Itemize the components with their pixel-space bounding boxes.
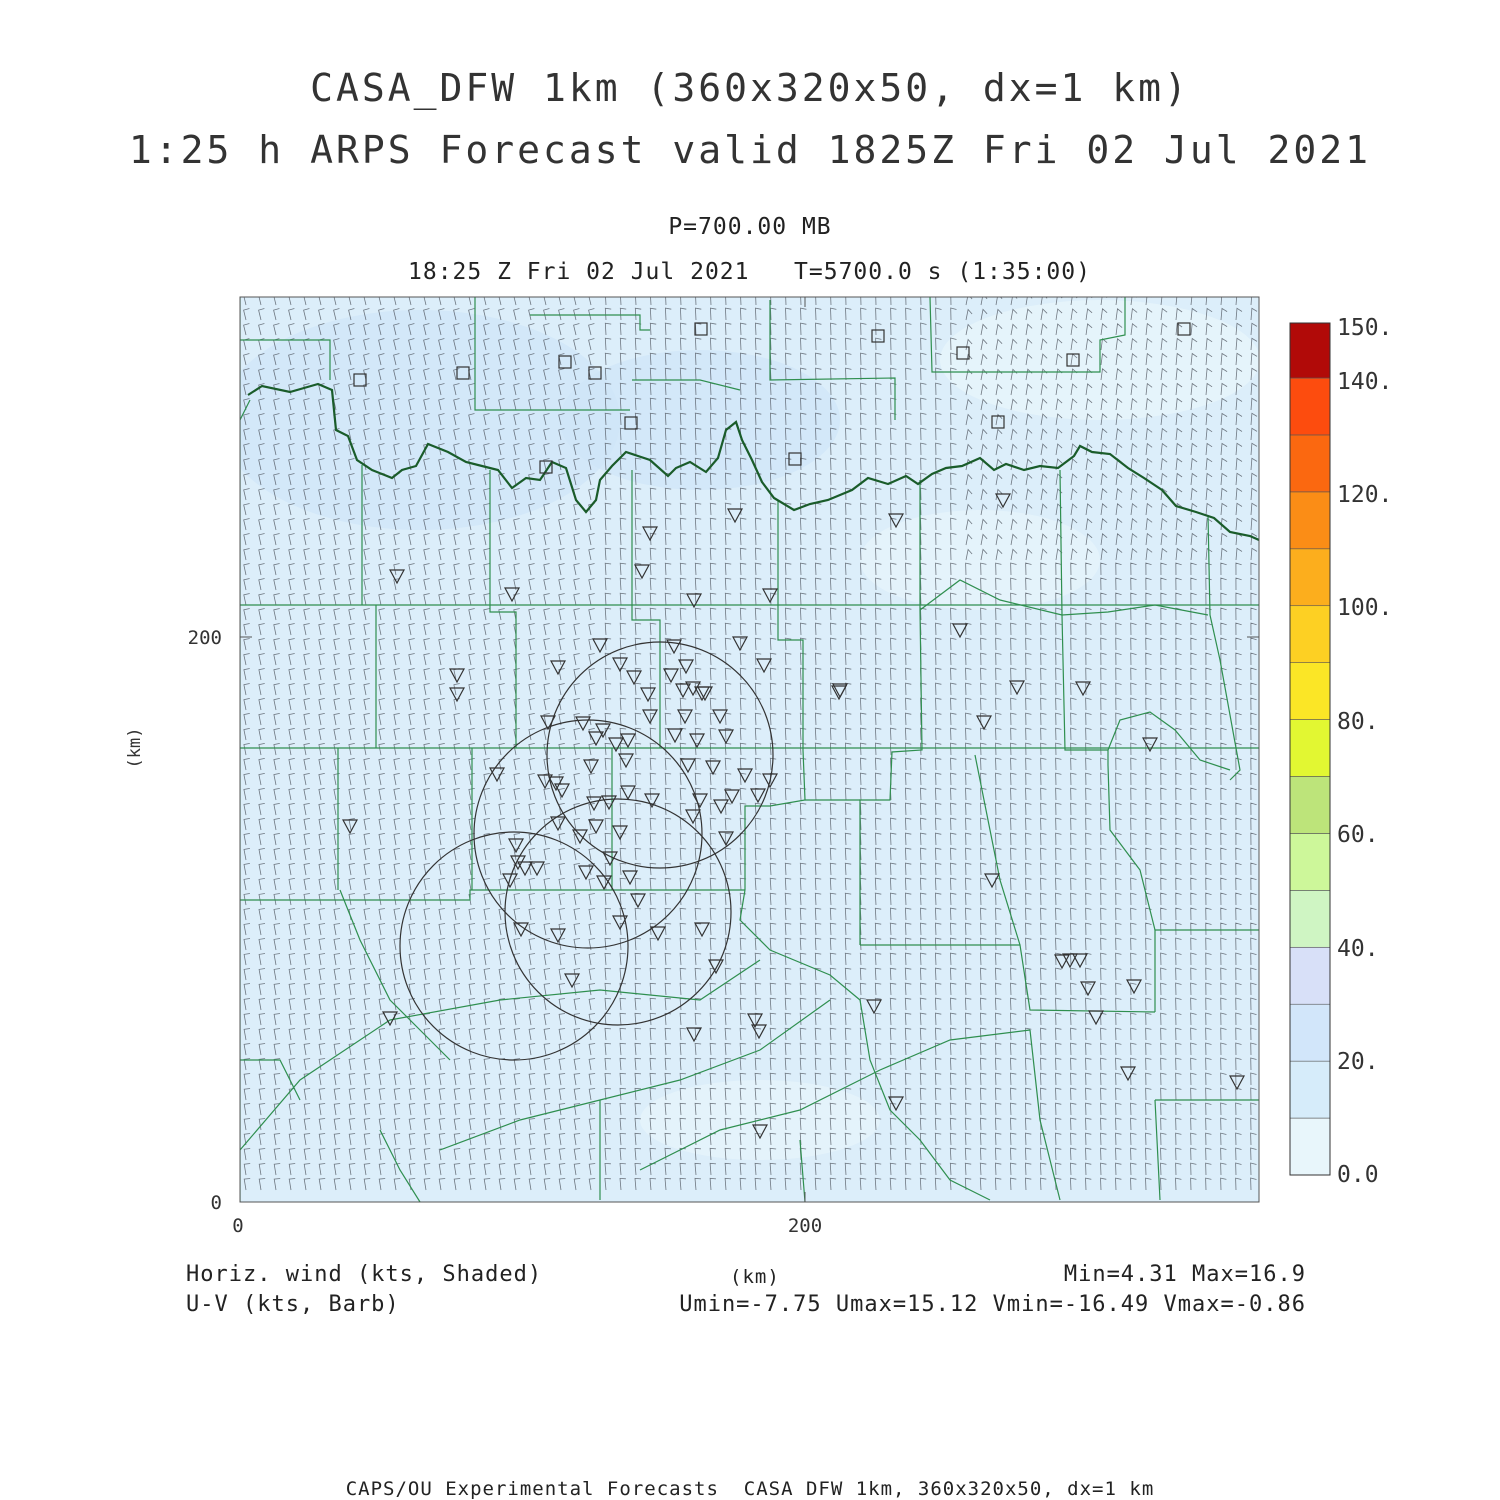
field-label: Horiz. wind (kts, Shaded)	[186, 1262, 543, 1287]
colorbar	[1290, 323, 1330, 1175]
colorbar-label: 60.	[1337, 822, 1379, 848]
colorbar-segment	[1290, 947, 1330, 1004]
colorbar-segment	[1290, 777, 1330, 834]
colorbar-label: 150.	[1337, 315, 1393, 341]
y-axis-label: (km)	[125, 727, 145, 769]
colorbar-label: 0.0	[1337, 1162, 1379, 1188]
chart-title-line2: 1:25 h ARPS Forecast valid 1825Z Fri 02 Jul 2021	[128, 128, 1372, 172]
colorbar-label: 100.	[1337, 595, 1393, 621]
field-minmax: Min=4.31 Max=16.9	[1063, 1262, 1306, 1287]
credit-line: CAPS/OU Experimental Forecasts CASA DFW 1km, 360x320x50, dx=1 km	[345, 1478, 1155, 1500]
vector-label: U-V (kts, Barb)	[186, 1292, 400, 1317]
x-tick-label-0: 0	[232, 1215, 244, 1237]
pressure-level: P=700.00 MB	[668, 214, 832, 240]
valid-time: 18:25 Z Fri 02 Jul 2021 T=5700.0 s (1:35:00)	[408, 259, 1091, 285]
y-tick-label-0: 0	[210, 1192, 222, 1214]
colorbar-segment	[1290, 1118, 1330, 1175]
colorbar-segment	[1290, 890, 1330, 947]
colorbar-segment	[1290, 1061, 1330, 1118]
colorbar-segment	[1290, 492, 1330, 549]
colorbar-segment	[1290, 1004, 1330, 1061]
colorbar-label: 40.	[1337, 936, 1379, 962]
colorbar-label: 140.	[1337, 369, 1393, 395]
colorbar-label: 120.	[1337, 482, 1393, 508]
colorbar-segment	[1290, 323, 1330, 378]
y-tick-label-200: 200	[187, 627, 222, 649]
shade-patch	[860, 510, 1100, 610]
colorbar-labels	[1337, 315, 1392, 1188]
chart-title-line1: CASA_DFW 1km (360x320x50, dx=1 km)	[310, 66, 1190, 110]
colorbar-segment	[1290, 833, 1330, 890]
colorbar-segment	[1290, 378, 1330, 435]
x-tick-label-200: 200	[787, 1215, 823, 1237]
colorbar-segment	[1290, 606, 1330, 663]
colorbar-segment	[1290, 720, 1330, 777]
colorbar-segment	[1290, 549, 1330, 606]
colorbar-segment	[1290, 435, 1330, 492]
colorbar-label: 80.	[1337, 709, 1379, 735]
colorbar-segment	[1290, 663, 1330, 720]
x-axis-label: (km)	[730, 1266, 780, 1288]
uv-minmax: Umin=-7.75 Umax=15.12 Vmin=-16.49 Vmax=-0.86	[679, 1292, 1306, 1317]
colorbar-label: 20.	[1337, 1049, 1379, 1075]
